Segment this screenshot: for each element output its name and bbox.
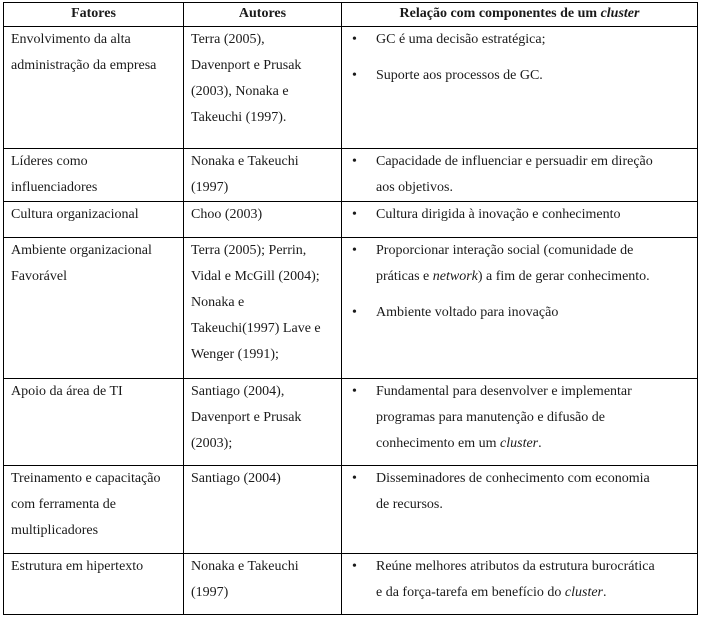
cell-fator [4, 379, 184, 466]
table-row [4, 379, 698, 466]
header-relacao-text: Relação com componentes de um [399, 6, 601, 21]
bullet-text: . [603, 585, 607, 600]
fator-line: Favorável [11, 269, 67, 284]
bullet-item [350, 27, 689, 53]
autores-line: Nonaka e [191, 295, 245, 310]
table-header-row [4, 3, 698, 27]
bullet-line [376, 202, 689, 228]
cell-autores [184, 466, 342, 554]
bullet-item [350, 379, 689, 457]
cell-relacao [342, 466, 698, 554]
bullet-line [376, 554, 689, 580]
bullet-line [376, 175, 689, 201]
bullet-text: Cultura dirigida à inovação e conhecimento [376, 207, 621, 222]
bullet-line [376, 466, 689, 492]
header-autores: Autores [184, 3, 342, 27]
autores-line: (2003); [191, 436, 233, 451]
bullet-text: Ambiente voltado para inovação [376, 305, 559, 320]
bullet-text: práticas e [376, 269, 433, 284]
fator-line: Estrutura em hipertexto [11, 559, 144, 574]
bullet-item [350, 202, 689, 228]
bullet-list [350, 379, 689, 457]
fator-line: Treinamento e capacitação [11, 471, 161, 486]
bullet-line [376, 63, 689, 89]
cell-fator [4, 554, 184, 615]
cell-fator [4, 149, 184, 202]
bullet-list [350, 202, 689, 228]
table-row [4, 238, 698, 379]
italic-term: cluster [564, 585, 603, 600]
bullet-text: Reúne melhores atributos da estrutura burocrática [376, 559, 655, 574]
table-row [4, 27, 698, 149]
bullet-item [350, 238, 689, 290]
cell-autores [184, 202, 342, 238]
autores-line: Davenport e Prusak [191, 58, 302, 73]
cell-relacao [342, 202, 698, 238]
cell-fator [4, 27, 184, 149]
italic-term: network [432, 269, 478, 284]
bullet-text: e da força-tarefa em benefício do [376, 585, 565, 600]
bullet-text: aos objetivos. [376, 180, 453, 195]
bullet-line [376, 149, 689, 175]
autores-line: (2003), Nonaka e [191, 84, 289, 99]
fator-line: multiplicadores [11, 523, 99, 538]
bullet-text: programas para manutenção e difusão de [376, 410, 605, 425]
autores-line: Davenport e Prusak [191, 410, 302, 425]
autores-line: Takeuchi(1997) Lave e [191, 321, 321, 336]
factors-table [3, 2, 698, 615]
autores-line: Terra (2005); Perrin, [191, 243, 307, 258]
table-row [4, 554, 698, 615]
header-relacao [342, 3, 698, 27]
cell-fator [4, 466, 184, 554]
bullet-text: Disseminadores de conhecimento com economia [376, 471, 650, 486]
bullet-list [350, 27, 689, 89]
bullet-line [376, 300, 689, 326]
bullet-text: de recursos. [376, 497, 443, 512]
cell-relacao [342, 27, 698, 149]
autores-line: Santiago (2004), [191, 384, 285, 399]
autores-line: Vidal e McGill (2004); [191, 269, 320, 284]
fator-line: influenciadores [11, 180, 98, 195]
bullet-line [376, 580, 689, 606]
bullet-item [350, 466, 689, 518]
autores-line: Terra (2005), [191, 32, 265, 47]
autores-line: Wenger (1991); [191, 347, 279, 362]
bullet-line [376, 492, 689, 518]
table-row [4, 202, 698, 238]
header-relacao-italic: cluster [600, 6, 640, 21]
autores-line: Nonaka e Takeuchi [191, 559, 299, 574]
fator-line: Envolvimento da alta [11, 32, 131, 47]
autores-line: (1997) [191, 180, 229, 195]
autores-line: Choo (2003) [191, 207, 263, 222]
bullet-list [350, 554, 689, 606]
bullet-item [350, 300, 689, 326]
cell-fator [4, 202, 184, 238]
bullet-text: Fundamental para desenvolver e implementar [376, 384, 632, 399]
bullet-item [350, 149, 689, 201]
fator-line: Apoio da área de TI [11, 384, 123, 399]
cell-relacao [342, 554, 698, 615]
fator-line: Líderes como [11, 154, 88, 169]
cell-fator [4, 238, 184, 379]
fator-line: administração da empresa [11, 58, 157, 73]
table-row [4, 149, 698, 202]
cell-autores [184, 27, 342, 149]
fator-line: Cultura organizacional [11, 207, 139, 222]
autores-line: Santiago (2004) [191, 471, 281, 486]
bullet-text: conhecimento em um [376, 436, 501, 451]
bullet-item [350, 554, 689, 606]
bullet-text: . [538, 436, 542, 451]
autores-line: Takeuchi (1997). [191, 110, 287, 125]
header-fatores: Fatores [4, 3, 184, 27]
bullet-list [350, 149, 689, 201]
bullet-line [376, 264, 689, 290]
fator-line: com ferramenta de [11, 497, 116, 512]
cell-relacao [342, 238, 698, 379]
table-body [4, 27, 698, 615]
bullet-line [376, 431, 689, 457]
bullet-line [376, 238, 689, 264]
table-row [4, 466, 698, 554]
cell-autores [184, 149, 342, 202]
bullet-text: ) a fim de gerar conhecimento. [477, 269, 650, 284]
cell-autores [184, 238, 342, 379]
bullet-line [376, 379, 689, 405]
cell-relacao [342, 149, 698, 202]
bullet-list [350, 466, 689, 518]
fator-line: Ambiente organizacional [11, 243, 152, 258]
cell-autores [184, 379, 342, 466]
bullet-item [350, 63, 689, 89]
cell-relacao [342, 379, 698, 466]
bullet-text: Capacidade de influenciar e persuadir em direção [376, 154, 653, 169]
bullet-line [376, 405, 689, 431]
italic-term: cluster [500, 436, 539, 451]
cell-autores [184, 554, 342, 615]
autores-line: (1997) [191, 585, 229, 600]
bullet-line [376, 27, 689, 53]
bullet-text: Suporte aos processos de GC. [376, 68, 543, 83]
bullet-list [350, 238, 689, 326]
bullet-text: Proporcionar interação social (comunidade de [376, 243, 634, 258]
bullet-text: GC é uma decisão estratégica; [376, 32, 546, 47]
autores-line: Nonaka e Takeuchi [191, 154, 299, 169]
